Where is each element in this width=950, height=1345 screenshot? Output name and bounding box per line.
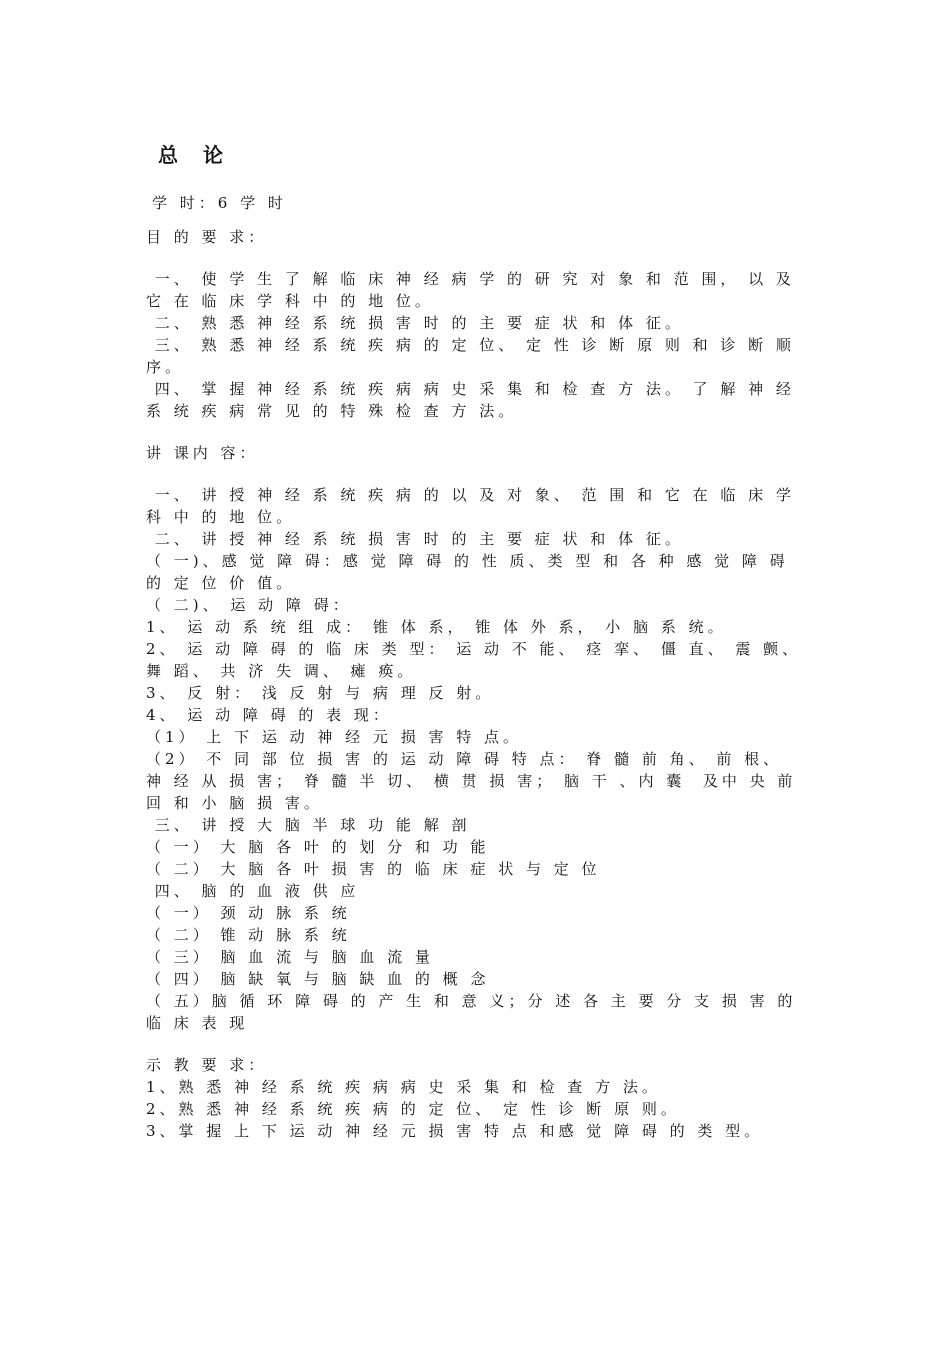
lecture-item: 三、 讲 授 大 脑 半 球 功 能 解 剖 xyxy=(146,816,471,834)
lecture-item: （ 三） 脑 血 流 与 脑 血 流 量 xyxy=(146,948,434,966)
lecture-item: 1、 运 动 系 统 组 成： 锥 体 系， 锥 体 外 系， 小 脑 系 统。 xyxy=(146,618,727,636)
class-hours: 学 时：6 学 时 xyxy=(152,194,287,212)
objectives-heading: 目 的 要 求： xyxy=(146,228,268,246)
lecture-item: （ 二)、 运 动 障 碍： xyxy=(146,596,352,614)
objective-item: 一、 使 学 生 了 解 临 床 神 经 病 学 的 研 究 对 象 和 范 围， 以 及 它 在 临 床 学 科 中 的 地 位。 xyxy=(146,270,804,310)
lecture-item: （2） 不 同 部 位 损 害 的 运 动 障 碍 特 点： 脊 髓 前 角、 前 根、 神 经 从 损 害； 脊 髓 半 切、 横 贯 损 害； 脑 干 、内 囊 及中 央 前 回 和 小 脑 损 害。 xyxy=(146,750,806,812)
lecture-item: 二、 讲 授 神 经 系 统 损 害 时 的 主 要 症 状 和 体 征。 xyxy=(146,530,684,548)
spacer xyxy=(146,422,808,442)
objective-item: 二、 熟 悉 神 经 系 统 损 害 时 的 主 要 症 状 和 体 征。 xyxy=(146,314,684,332)
spacer xyxy=(146,464,808,484)
lecture-item: 2、 运 动 障 碍 的 临 床 类 型： 运 动 不 能、 痉 挛、 僵 直、 震 颤、 舞 蹈、 共 济 失 调、 瘫 痪。 xyxy=(146,640,810,680)
spacer xyxy=(146,248,808,268)
lecture-item: 四、 脑 的 血 液 供 应 xyxy=(146,882,360,900)
lecture-heading: 讲 课内 容： xyxy=(146,444,259,462)
lecture-item: （ 一） 大 脑 各 叶 的 划 分 和 功 能 xyxy=(146,838,490,856)
teaching-item: 1、熟 悉 神 经 系 统 疾 病 病 史 采 集 和 检 查 方 法。 xyxy=(146,1078,661,1096)
spacer xyxy=(146,1034,808,1054)
objective-item: 三、 熟 悉 神 经 系 统 疾 病 的 定 位、 定 性 诊 断 原 则 和 诊 断 顺 序。 xyxy=(146,336,804,376)
lecture-item: 3、 反 射： 浅 反 射 与 病 理 反 射。 xyxy=(146,684,495,702)
lecture-item: （1） 上 下 运 动 神 经 元 损 害 特 点。 xyxy=(146,728,522,746)
lecture-item: （ 一)、感 觉 障 碍：感 觉 障 碍 的 性 质、类 型 和 各 种 感 觉 障 碍 的 定 位 价 值。 xyxy=(146,552,798,592)
document-body xyxy=(146,140,808,1142)
lecture-item: 4、 运 动 障 碍 的 表 现： xyxy=(146,706,392,724)
lecture-item: 一、 讲 授 神 经 系 统 疾 病 的 以 及 对 象、 范 围 和 它 在 临 床 学 科 中 的 地 位。 xyxy=(146,486,804,526)
lecture-item: （ 二） 大 脑 各 叶 损 害 的 临 床 症 状 与 定 位 xyxy=(146,860,601,878)
lecture-item: （ 一） 颈 动 脉 系 统 xyxy=(146,904,351,922)
teaching-heading: 示 教 要 求： xyxy=(146,1056,268,1074)
objective-item: 四、 掌 握 神 经 系 统 疾 病 病 史 采 集 和 检 查 方 法。 了 解 神 经 系 统 疾 病 常 见 的 特 殊 检 查 方 法。 xyxy=(146,380,804,420)
lecture-item: （ 四） 脑 缺 氧 与 脑 缺 血 的 概 念 xyxy=(146,970,490,988)
lecture-item: （ 二） 锥 动 脉 系 统 xyxy=(146,926,351,944)
lecture-item: （ 五）脑 循 环 障 碍 的 产 生 和 意 义；分 述 各 主 要 分 支 损 害 的 临 床 表 现 xyxy=(146,992,806,1032)
page-title: 总 论 xyxy=(158,143,232,167)
teaching-item: 2、熟 悉 神 经 系 统 疾 病 的 定 位、 定 性 诊 断 原 则。 xyxy=(146,1100,680,1118)
teaching-item: 3、掌 握 上 下 运 动 神 经 元 损 害 特 点 和感 觉 障 碍 的 类 型。 xyxy=(146,1122,764,1140)
